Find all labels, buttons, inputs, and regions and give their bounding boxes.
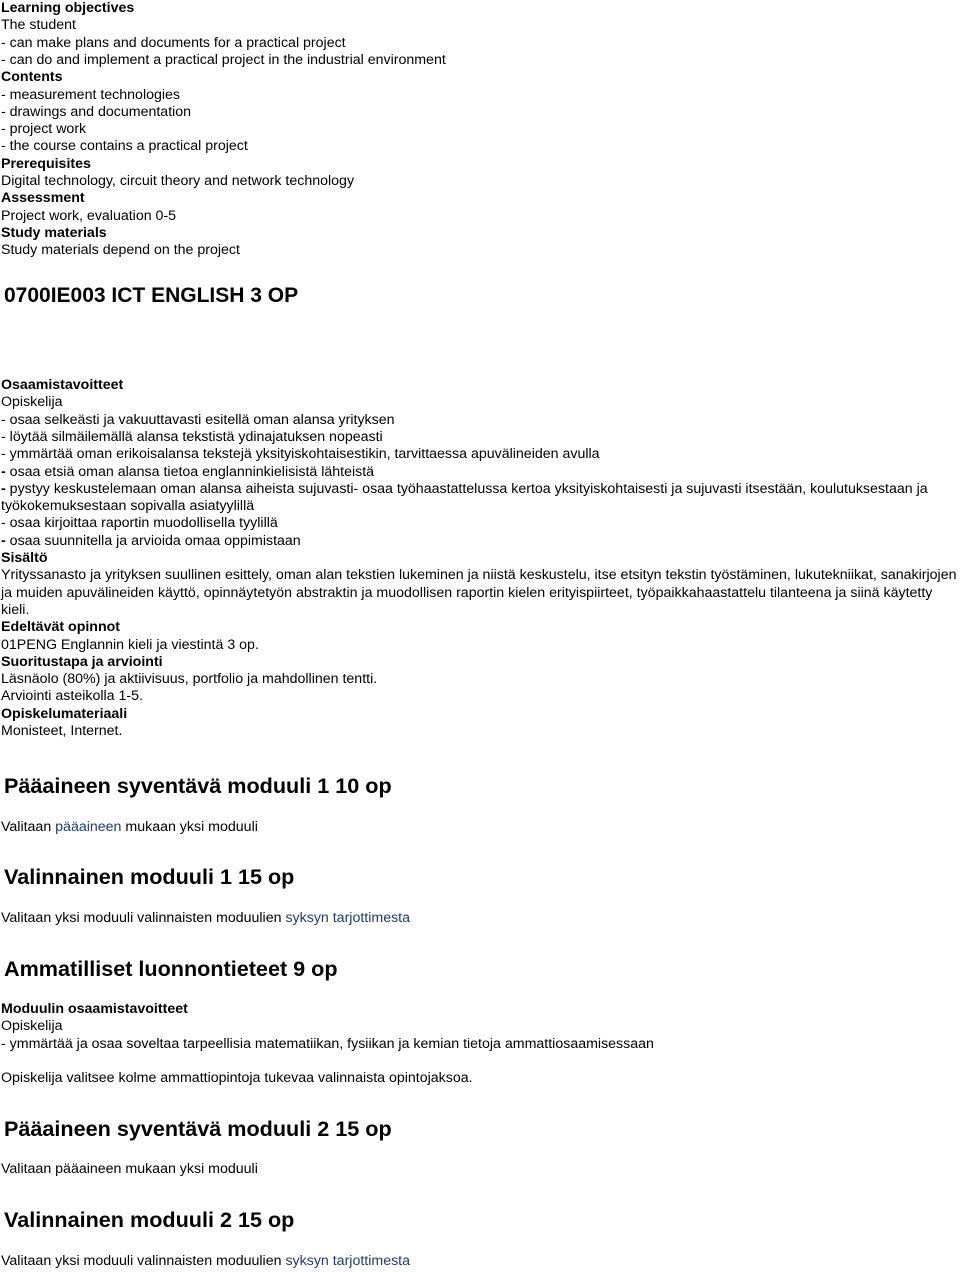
opiskelija-line: Opiskelija (1, 1018, 63, 1035)
module-goals-heading: Moduulin osaamistavoitteet (1, 1001, 188, 1017)
contents-heading: Contents (1, 69, 63, 86)
module-goal: - ymmärtää ja osaa soveltaa tarpeellisia matematiikan, fysiikan ja kemian tietoja ammattiosaamisessaan (1, 1035, 654, 1052)
student-line: The student (1, 17, 76, 34)
goal-item: - löytää silmäilemällä alansa tekstistä ydinajatuksen nopeasti (1, 428, 383, 445)
module-note: Opiskelija valitsee kolme ammattiopintoja tukevaa valinnaista opintojaksoa. (1, 1070, 473, 1086)
syksyn-tarjottimesta-link[interactable]: syksyn tarjottimesta (285, 1253, 411, 1269)
sisalto-heading: Sisältö (1, 550, 48, 566)
module-title: Valinnainen moduuli 1 15 op (4, 864, 295, 889)
study-materials-heading: Study materials (1, 224, 107, 241)
contents-item: - project work (1, 121, 87, 138)
materiaali-heading: Opiskelumateriaali (1, 705, 128, 722)
learning-objectives-heading: Learning objectives (1, 0, 135, 16)
module-title: Valinnainen moduuli 2 15 op (4, 1207, 295, 1232)
module-title: Ammatilliset luonnontieteet 9 op (4, 956, 338, 981)
prerequisites-heading: Prerequisites (1, 155, 91, 172)
goal-item: - osaa kirjoittaa raportin muodollisella tyylillä (1, 515, 278, 532)
module-text: Valitaan yksi moduuli valinnaisten moduulien syksyn tarjottimesta (1, 1253, 411, 1269)
objective-item: - can do and implement a practical project in the industrial environment (1, 51, 446, 68)
module-text: Valitaan pääaineen mukaan yksi moduuli (1, 1161, 258, 1177)
module-text: Valitaan yksi moduuli valinnaisten moduulien syksyn tarjottimesta (1, 910, 411, 926)
edeltavat-text: 01PENG Englannin kieli ja viestintä 3 op. (1, 636, 259, 653)
goal-item: - osaa suunnitella ja arvioida omaa oppimistaan (1, 532, 301, 549)
module-title: Pääaineen syventävä moduuli 2 15 op (4, 1116, 392, 1141)
goal-item: - ymmärtää oman erikoisalansa tekstejä yksityiskohtaisestikin, tarvittaessa apuvälineiden avulla (1, 446, 600, 463)
contents-item: - the course contains a practical project (1, 138, 248, 155)
osaamistavoitteet-heading: Osaamistavoitteet (1, 377, 124, 393)
goal-item: - osaa selkeästi ja vakuuttavasti esitellä oman alansa yrityksen (1, 411, 395, 428)
module-title: Pääaineen syventävä moduuli 1 10 op (4, 773, 392, 798)
course-title: 0700IE003 ICT ENGLISH 3 OP (4, 284, 299, 307)
materiaali-text: Monisteet, Internet. (1, 723, 123, 739)
sisalto-text: Yrityssanasto ja yrityksen suullinen esittely, oman alan tekstien lukeminen ja niistä keskustelu, itse etsityn tekstin työstäminen, lukutekniikat, sanakirjojen ja muiden apuvälineiden käyttö, opinnäytetyön abstraktin ja muodollisen raportin kielen erityispiirteet, työpaikkahaastattelu tilanteena ja siinä käytetty kieli. (1, 567, 957, 618)
suoritustapa-text: Arviointi asteikolla 1-5. (1, 688, 143, 705)
suoritustapa-heading: Suoritustapa ja arviointi (1, 653, 163, 670)
opiskelija-line: Opiskelija (1, 394, 63, 411)
goal-item-long: - pystyy keskustelemaan oman alansa aiheista sujuvasti- osaa työhaastattelussa kertoa yksityiskohtaisesti ja sujuvasti itsestään, koulutuksestaan ja työkokemuksestaan sopivalla asiatyylillä (1, 480, 928, 515)
module-text: Valitaan pääaineen mukaan yksi moduuli (1, 819, 258, 835)
study-materials-text: Study materials depend on the project (1, 242, 240, 259)
assessment-heading: Assessment (1, 190, 85, 207)
contents-item: - drawings and documentation (1, 103, 192, 120)
objective-item: - can make plans and documents for a practical project (1, 34, 346, 51)
contents-item: - measurement technologies (1, 86, 181, 103)
syksyn-tarjottimesta-link[interactable]: syksyn tarjottimesta (285, 910, 411, 926)
paaaineen-link[interactable]: pääaineen (55, 819, 122, 835)
goal-item: - osaa etsiä oman alansa tietoa englanninkielisistä lähteistä (1, 463, 375, 480)
edeltavat-heading: Edeltävät opinnot (1, 619, 121, 636)
assessment-text: Project work, evaluation 0-5 (1, 207, 177, 224)
suoritustapa-text: Läsnäolo (80%) ja aktiivisuus, portfolio ja mahdollinen tentti. (1, 671, 378, 688)
prerequisites-text: Digital technology, circuit theory and network technology (1, 173, 355, 189)
